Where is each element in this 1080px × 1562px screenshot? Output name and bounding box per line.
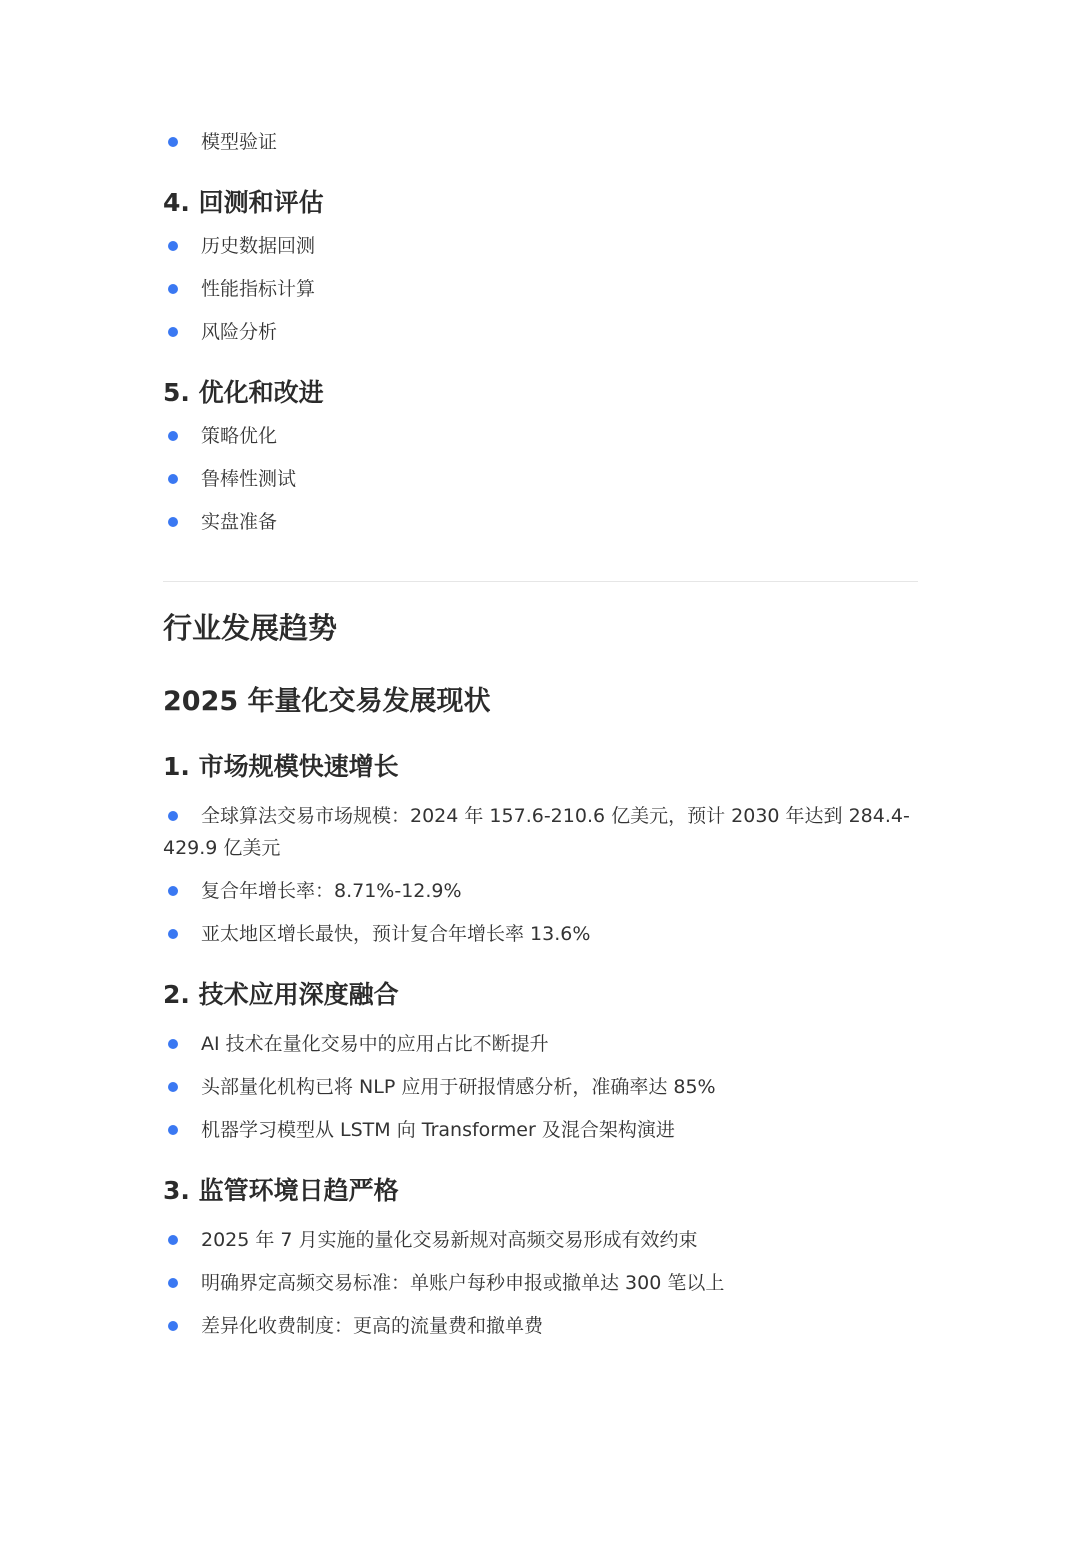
list-item: 2025 年 7 月实施的量化交易新规对高频交易形成有效约束: [163, 1224, 918, 1256]
bullet-icon: [168, 1278, 178, 1288]
bullet-icon: [168, 474, 178, 484]
bullet-icon: [168, 1082, 178, 1092]
list-item: 明确界定高频交易标准：单账户每秒申报或撤单达 300 笔以上: [163, 1267, 918, 1299]
bullet-icon: [168, 517, 178, 527]
list-item: 风险分析: [163, 316, 918, 348]
bullet-icon: [168, 241, 178, 251]
bullet-icon: [168, 327, 178, 337]
list-item: 策略优化: [163, 420, 918, 452]
section-heading-regulation: 3. 监管环境日趋严格: [163, 1176, 399, 1205]
page-title-trends: 行业发展趋势: [163, 611, 338, 645]
section-heading-optimize: 5. 优化和改进: [163, 378, 324, 407]
list-item: 机器学习模型从 LSTM 向 Transformer 及混合架构演进: [163, 1114, 918, 1146]
document-content: [163, 0, 918, 1342]
bullet-icon: [168, 1235, 178, 1245]
bullet-icon: [168, 1321, 178, 1331]
list-item: 差异化收费制度：更高的流量费和撤单费: [163, 1310, 918, 1342]
bullet-icon: [168, 137, 178, 147]
list-item: 历史数据回测: [163, 230, 918, 262]
list-item: 模型验证: [163, 126, 918, 158]
list-item: 鲁棒性测试: [163, 463, 918, 495]
bullet-icon: [168, 431, 178, 441]
list-item: 性能指标计算: [163, 273, 918, 305]
list-item: 复合年增长率：8.71%-12.9%: [163, 875, 918, 907]
list-item: 全球算法交易市场规模：2024 年 157.6-210.6 亿美元，预计 2030 年达到 284.4-429.9 亿美元: [163, 805, 910, 859]
bullet-icon: [168, 284, 178, 294]
section-heading-backtest: 4. 回测和评估: [163, 188, 324, 217]
section-heading-tech-fusion: 2. 技术应用深度融合: [163, 980, 399, 1009]
bullet-icon: [168, 886, 178, 896]
subheading-2025-status: 2025 年量化交易发展现状: [163, 686, 491, 717]
list-item: 实盘准备: [163, 506, 918, 538]
list-item: 头部量化机构已将 NLP 应用于研报情感分析，准确率达 85%: [163, 1071, 918, 1103]
list-item: AI 技术在量化交易中的应用占比不断提升: [163, 1028, 918, 1060]
section-heading-market-growth: 1. 市场规模快速增长: [163, 752, 399, 781]
list-item: 亚太地区增长最快，预计复合年增长率 13.6%: [163, 918, 918, 950]
bullet-icon: [168, 929, 178, 939]
bullet-icon: [168, 811, 178, 821]
bullet-icon: [168, 1039, 178, 1049]
bullet-icon: [168, 1125, 178, 1135]
